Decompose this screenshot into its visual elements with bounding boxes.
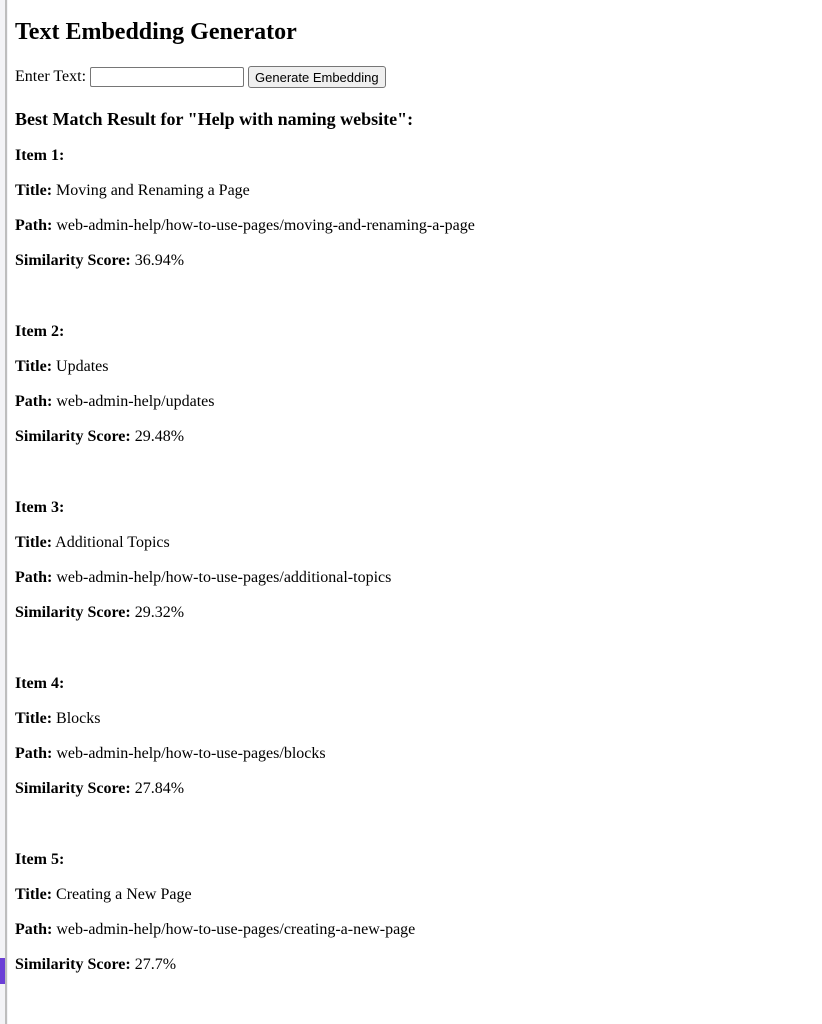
window-border <box>5 0 7 1024</box>
item-score-row <box>15 771 822 806</box>
item-path: web-admin-help/how-to-use-pages/blocks <box>56 745 326 762</box>
item-title-row <box>15 701 822 736</box>
title-label: Title: <box>15 534 53 551</box>
item-path: web-admin-help/updates <box>56 393 215 410</box>
score-label: Similarity Score: <box>15 780 131 797</box>
result-item <box>15 490 822 630</box>
generate-embedding-button[interactable]: Generate Embedding <box>248 66 386 88</box>
results-list <box>15 138 822 982</box>
item-path: web-admin-help/how-to-use-pages/moving-and-renaming-a-page <box>56 217 475 234</box>
item-title: Updates <box>56 358 109 375</box>
text-input-label: Enter Text: <box>15 68 87 85</box>
result-item <box>15 138 822 278</box>
item-title: Moving and Renaming a Page <box>56 182 250 199</box>
item-title-row <box>15 173 822 208</box>
item-title: Blocks <box>56 710 101 727</box>
score-label: Similarity Score: <box>15 428 131 445</box>
path-label: Path: <box>15 217 53 234</box>
page-content <box>15 0 822 982</box>
item-path-row <box>15 560 822 595</box>
item-title: Additional Topics <box>55 534 170 551</box>
result-heading: Best Match Result for "Help with naming website": <box>15 109 414 129</box>
score-label: Similarity Score: <box>15 252 131 269</box>
path-label: Path: <box>15 745 53 762</box>
item-divider <box>15 806 822 842</box>
item-heading: Item 1: <box>15 147 65 164</box>
item-title: Creating a New Page <box>56 886 192 903</box>
result-item <box>15 842 822 982</box>
result-item <box>15 666 822 806</box>
item-title-row <box>15 349 822 384</box>
score-label: Similarity Score: <box>15 956 131 973</box>
item-path: web-admin-help/how-to-use-pages/creating-a-new-page <box>56 921 416 938</box>
title-label: Title: <box>15 182 53 199</box>
item-score: 27.84% <box>134 780 185 797</box>
item-divider <box>15 630 822 666</box>
result-item <box>15 314 822 454</box>
page-title: Text Embedding Generator <box>15 19 297 45</box>
path-label: Path: <box>15 393 53 410</box>
path-label: Path: <box>15 921 53 938</box>
item-divider <box>15 454 822 490</box>
item-divider <box>15 278 822 314</box>
item-score: 29.48% <box>134 428 185 445</box>
item-score-row <box>15 419 822 454</box>
text-input[interactable] <box>90 67 244 87</box>
item-title-row <box>15 877 822 912</box>
item-score-row <box>15 947 822 982</box>
item-heading: Item 2: <box>15 323 65 340</box>
item-score: 29.32% <box>134 604 185 621</box>
item-heading: Item 4: <box>15 675 65 692</box>
item-heading: Item 5: <box>15 851 65 868</box>
item-heading: Item 3: <box>15 499 65 516</box>
item-path-row <box>15 208 822 243</box>
item-title-row <box>15 525 822 560</box>
score-label: Similarity Score: <box>15 604 131 621</box>
title-label: Title: <box>15 358 53 375</box>
item-score-row <box>15 595 822 630</box>
item-path-row <box>15 736 822 771</box>
item-path-row <box>15 384 822 419</box>
title-label: Title: <box>15 710 53 727</box>
path-label: Path: <box>15 569 53 586</box>
item-score: 27.7% <box>134 956 177 973</box>
item-path: web-admin-help/how-to-use-pages/additional-topics <box>56 569 392 586</box>
item-path-row <box>15 912 822 947</box>
item-score: 36.94% <box>134 252 185 269</box>
item-score-row <box>15 243 822 278</box>
embedding-form <box>15 66 822 88</box>
title-label: Title: <box>15 886 53 903</box>
